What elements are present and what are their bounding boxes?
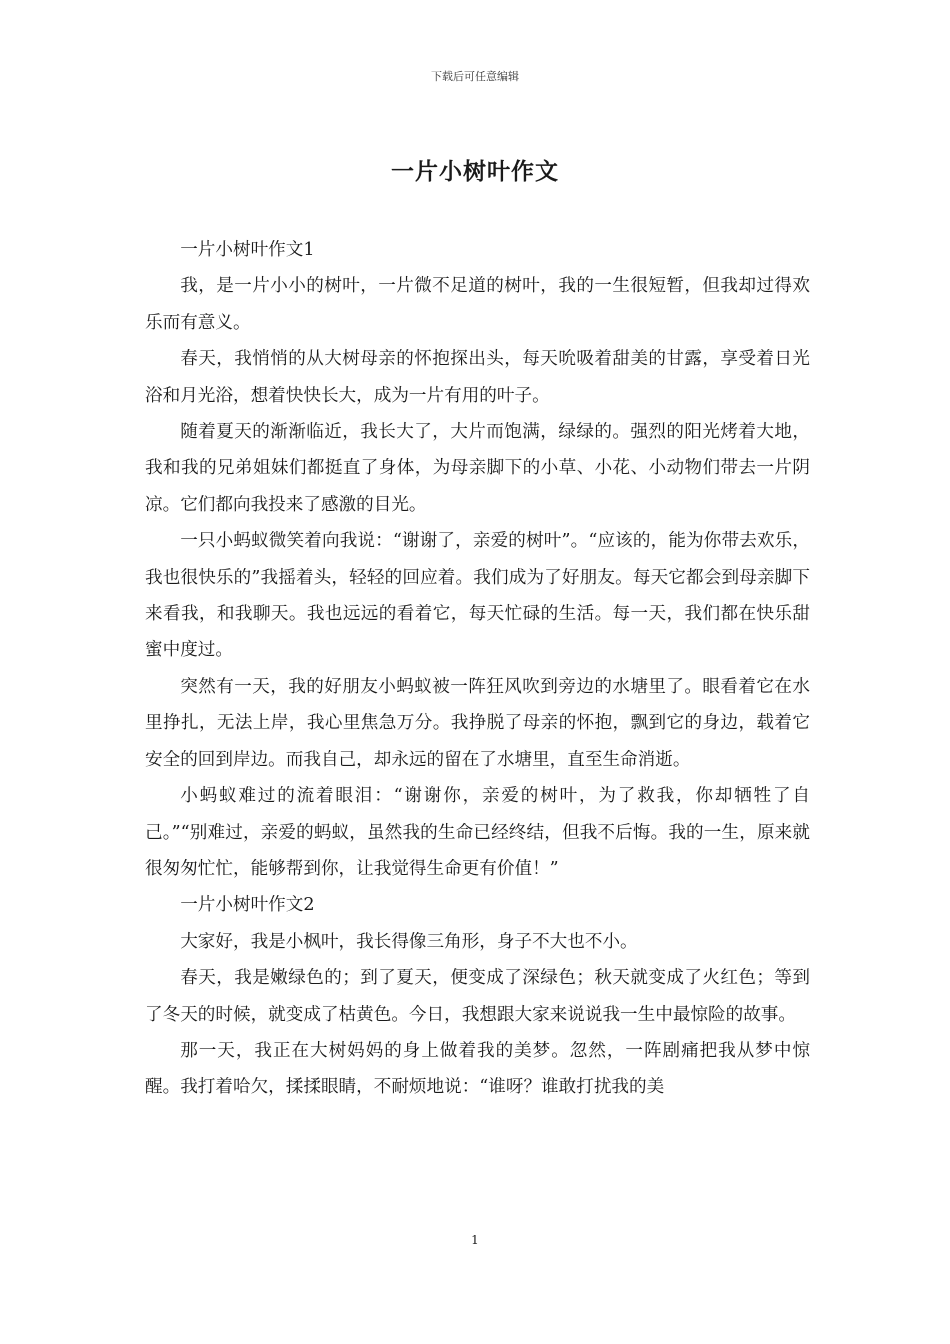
paragraph: 一只小蚂蚁微笑着向我说：“谢谢了，亲爱的树叶”。“应该的，能为你带去欢乐，我也很快乐的”我摇着头，轻轻的回应着。我们成为了好朋友。每天它都会到母亲脚下来看我，和我聊天。我也远远的看着它，每天忙碌的生活。每一天，我们都在快乐甜蜜中度过。: [145, 531, 810, 661]
header-note: 下载后可任意编辑: [431, 70, 519, 83]
paragraph: 春天，我是嫩绿色的；到了夏天，便变成了深绿色；秋天就变成了火红色；等到了冬天的时候，就变成了枯黄色。今日，我想跟大家来说说我一生中最惊险的故事。: [145, 968, 810, 1025]
page-number: 1: [471, 1233, 479, 1247]
paragraph: 大家好，我是小枫叶，我长得像三角形，身子不大也不小。: [180, 931, 638, 952]
section-heading: 一片小树叶作文1: [180, 240, 315, 260]
paragraph: 春天，我悄悄的从大树母亲的怀抱探出头，每天吮吸着甜美的甘露，享受着日光浴和月光浴，想着快快长大，成为一片有用的叶子。: [145, 349, 810, 406]
document-body: [145, 232, 810, 1106]
paragraph: 小蚂蚁难过的流着眼泪：“谢谢你，亲爱的树叶，为了救我，你却牺牲了自己。”“别难过，亲爱的蚂蚁，虽然我的生命已经终结，但我不后悔。我的一生，原来就很匆匆忙忙，能够帮到你，让我觉得生命更有价值！”: [145, 786, 810, 879]
document-title: 一片小树叶作文: [391, 158, 559, 185]
paragraph: 我，是一片小小的树叶，一片微不足道的树叶，我的一生很短暂，但我却过得欢乐而有意义。: [145, 276, 810, 333]
paragraph: 那一天，我正在大树妈妈的身上做着我的美梦。忽然，一阵剧痛把我从梦中惊醒。我打着哈欠，揉揉眼睛，不耐烦地说：“谁呀？谁敢打扰我的美: [145, 1040, 810, 1098]
paragraph: 随着夏天的渐渐临近，我长大了，大片而饱满，绿绿的。强烈的阳光烤着大地，我和我的兄弟姐妹们都挺直了身体，为母亲脚下的小草、小花、小动物们带去一片阴凉。它们都向我投来了感激的目光。: [145, 422, 810, 515]
paragraph: 突然有一天，我的好朋友小蚂蚁被一阵狂风吹到旁边的水塘里了。眼看着它在水里挣扎，无法上岸，我心里焦急万分。我挣脱了母亲的怀抱，飘到它的身边，载着它安全的回到岸边。而我自己，却永远的留在了水塘里，直至生命消逝。: [145, 676, 810, 770]
section-heading: 一片小树叶作文2: [180, 895, 315, 916]
